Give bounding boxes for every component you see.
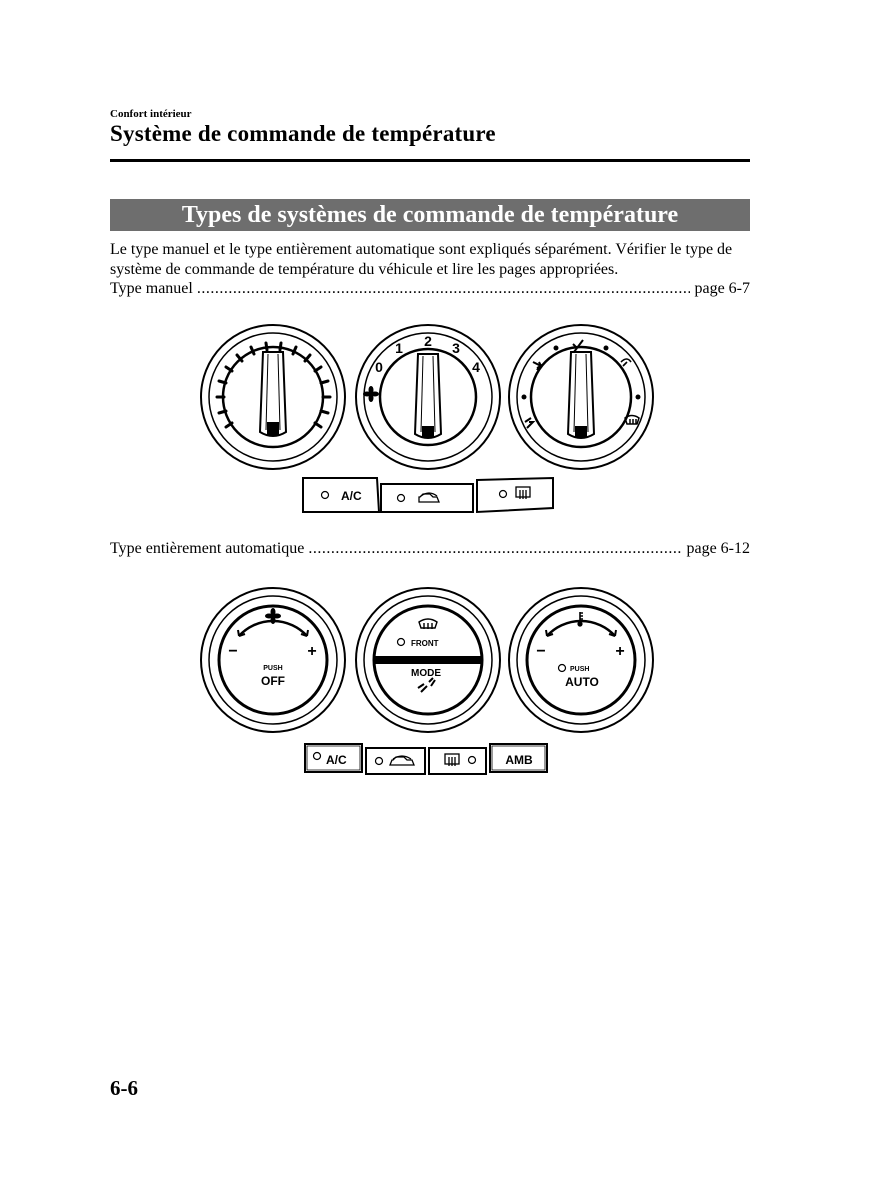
section-label: Confort intérieur [110,108,192,120]
ac-button-label: A/C [341,489,362,503]
fan-plus-label: + [307,643,317,660]
toc-label: Type entièrement automatique [110,540,305,557]
fan-minus-label: − [228,643,238,660]
fan-off-label: OFF [261,674,285,688]
toc-page: page 6-7 [694,280,750,297]
toc-page: page 6-12 [686,540,750,557]
recirculation-button[interactable] [381,484,473,512]
mode-control-knob [356,588,500,732]
temperature-control-knob[interactable] [509,588,653,732]
temperature-dial [201,325,345,469]
recirculation-button[interactable] [366,748,425,774]
fan-control-knob[interactable] [201,588,345,732]
section-banner: Types de systèmes de commande de température [110,199,750,231]
page-number: 6-6 [110,1076,138,1100]
rear-defroster-button[interactable] [429,748,486,774]
fan-speed-0: 0 [375,359,383,375]
fan-speed-2: 2 [424,333,432,349]
fan-push-label: PUSH [263,665,283,672]
toc-label: Type manuel [110,280,193,297]
toc-leader [197,280,691,298]
manual-control-panel-illustration [195,322,665,522]
amb-button-label: AMB [505,753,533,767]
fan-speed-4: 4 [472,359,480,375]
title-rule [110,159,750,162]
front-label: FRONT [411,639,439,648]
rear-defroster-button[interactable] [477,478,553,512]
mode-label: MODE [411,668,441,679]
airflow-mode-dial [509,325,653,469]
temp-minus-label: − [536,643,546,660]
ac-button-label: A/C [326,753,347,767]
temp-push-label: PUSH [570,666,590,673]
auto-label: AUTO [565,675,599,689]
page-title: Système de commande de température [110,121,496,146]
ac-button[interactable] [305,744,362,772]
fan-speed-3: 3 [452,340,460,356]
fan-speed-1: 1 [395,340,403,356]
automatic-control-panel-illustration [195,582,665,782]
toc-leader [308,540,682,558]
ac-button[interactable] [303,478,379,512]
fan-speed-dial [356,325,500,469]
toc-line-automatic[interactable] [110,540,750,558]
temp-plus-label: + [615,643,625,660]
amb-button[interactable] [490,744,547,772]
toc-line-manual[interactable] [110,280,750,298]
intro-paragraph: Le type manuel et le type entièrement automatique sont expliqués séparément. Vérifier le type de système de commande de température du véhicule et lire les pages appropriées. [110,241,733,278]
